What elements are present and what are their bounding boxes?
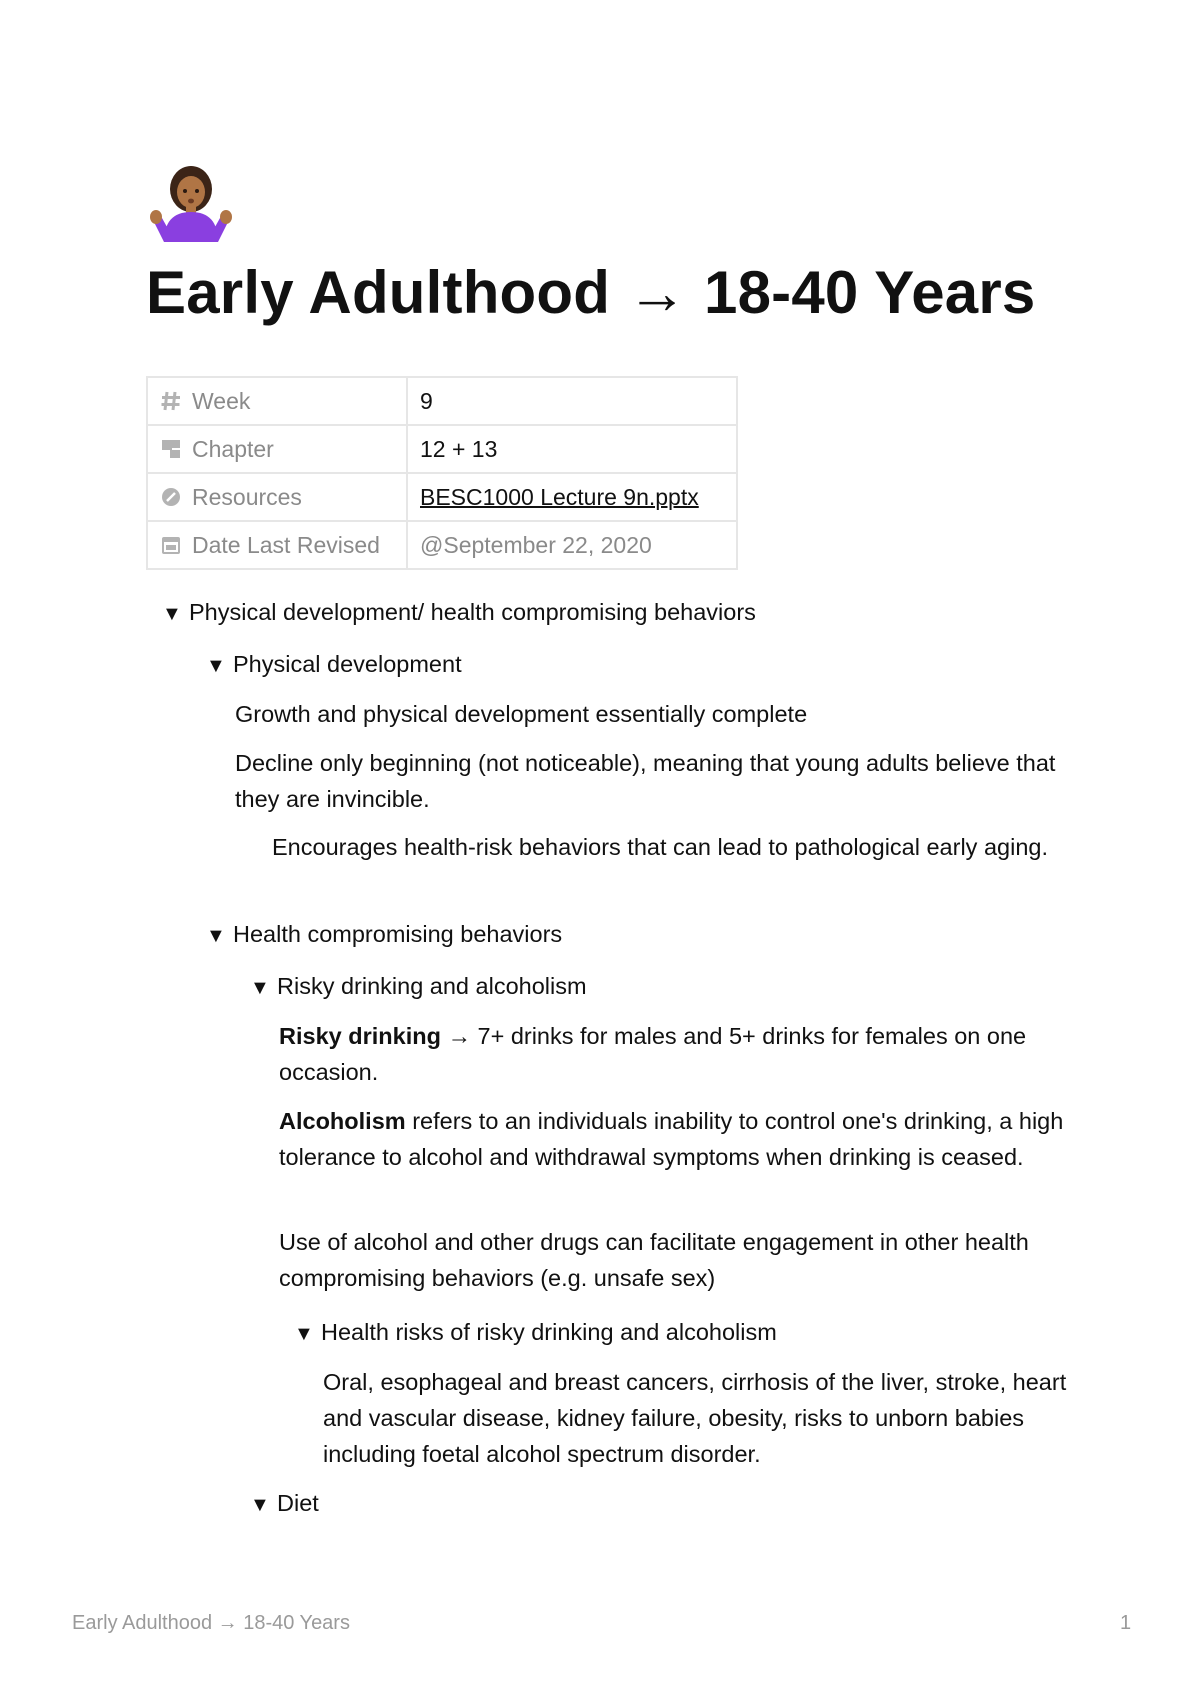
paragraph: Oral, esophageal and breast cancers, cirrhosis of the liver, stroke, heart and vascular disease, kidney failure, obesity, risks to unborn babies including foetal alcohol spectrum disorder.	[323, 1369, 1067, 1467]
paragraph: Growth and physical development essentially complete	[235, 701, 808, 727]
property-row-resources	[147, 473, 737, 521]
toggle-health-compromising[interactable]: ▼ Health compromising behaviors	[206, 916, 562, 954]
toggle-risky-drinking[interactable]: ▼ Risky drinking and alcoholism	[250, 968, 587, 1006]
toggle-triangle-icon[interactable]: ▼	[250, 977, 270, 999]
toggle-diet[interactable]: ▼ Diet	[250, 1485, 319, 1523]
toggle-triangle-icon[interactable]: ▼	[294, 1323, 314, 1345]
paragraph: Encourages health-risk behaviors that can lead to pathological early aging.	[272, 834, 1048, 860]
page-title: Early Adulthood → 18-40 Years	[146, 259, 1036, 326]
toggle-physical-health[interactable]: ▼ Physical development/ health compromising behaviors	[162, 594, 756, 632]
attachment-icon	[160, 486, 182, 508]
property-key[interactable]: Week	[147, 377, 407, 425]
property-value[interactable]: 12 + 13	[407, 425, 737, 473]
text-property-icon	[160, 438, 182, 460]
toggle-triangle-icon[interactable]: ▼	[250, 1494, 270, 1516]
property-value[interactable]	[407, 521, 737, 569]
property-value[interactable]: 9	[407, 377, 737, 425]
property-row-chapter	[147, 425, 737, 473]
date-mention: @September 22, 2020	[420, 531, 652, 558]
toggle-triangle-icon[interactable]: ▼	[206, 655, 226, 677]
calendar-icon	[160, 534, 182, 556]
paragraph: Alcoholism refers to an individuals inability to control one's drinking, a high tolerance to alcohol and withdrawal symptoms when drinking is ceased.	[279, 1108, 1064, 1170]
page-number: 1	[1120, 1612, 1132, 1634]
toggle-health-risks[interactable]: ▼ Health risks of risky drinking and alcoholism	[294, 1314, 777, 1352]
paragraph: Use of alcohol and other drugs can facilitate engagement in other health compromising behaviors (e.g. unsafe sex)	[279, 1229, 1029, 1291]
paragraph: Risky drinking → 7+ drinks for males and 5+ drinks for females on one occasion.	[279, 1023, 1027, 1085]
property-row-week	[147, 377, 737, 425]
toggle-triangle-icon[interactable]: ▼	[162, 603, 182, 625]
paragraph: Decline only beginning (not noticeable), meaning that young adults believe that they are invincible.	[235, 750, 1056, 812]
footer-title: Early Adulthood → 18-40 Years	[72, 1612, 350, 1634]
hash-icon	[160, 390, 182, 412]
toggle-physical-development[interactable]: ▼ Physical development	[206, 646, 462, 684]
property-key[interactable]: Resources	[147, 473, 407, 521]
resource-link[interactable]: BESC1000 Lecture 9n.pptx	[420, 483, 699, 510]
property-key[interactable]: Date Last Revised	[147, 521, 407, 569]
property-row-date	[147, 521, 737, 569]
properties-table	[146, 376, 738, 570]
toggle-triangle-icon[interactable]: ▼	[206, 925, 226, 947]
person-shrugging-icon	[150, 160, 232, 242]
property-value[interactable]	[407, 473, 737, 521]
property-key[interactable]: Chapter	[147, 425, 407, 473]
